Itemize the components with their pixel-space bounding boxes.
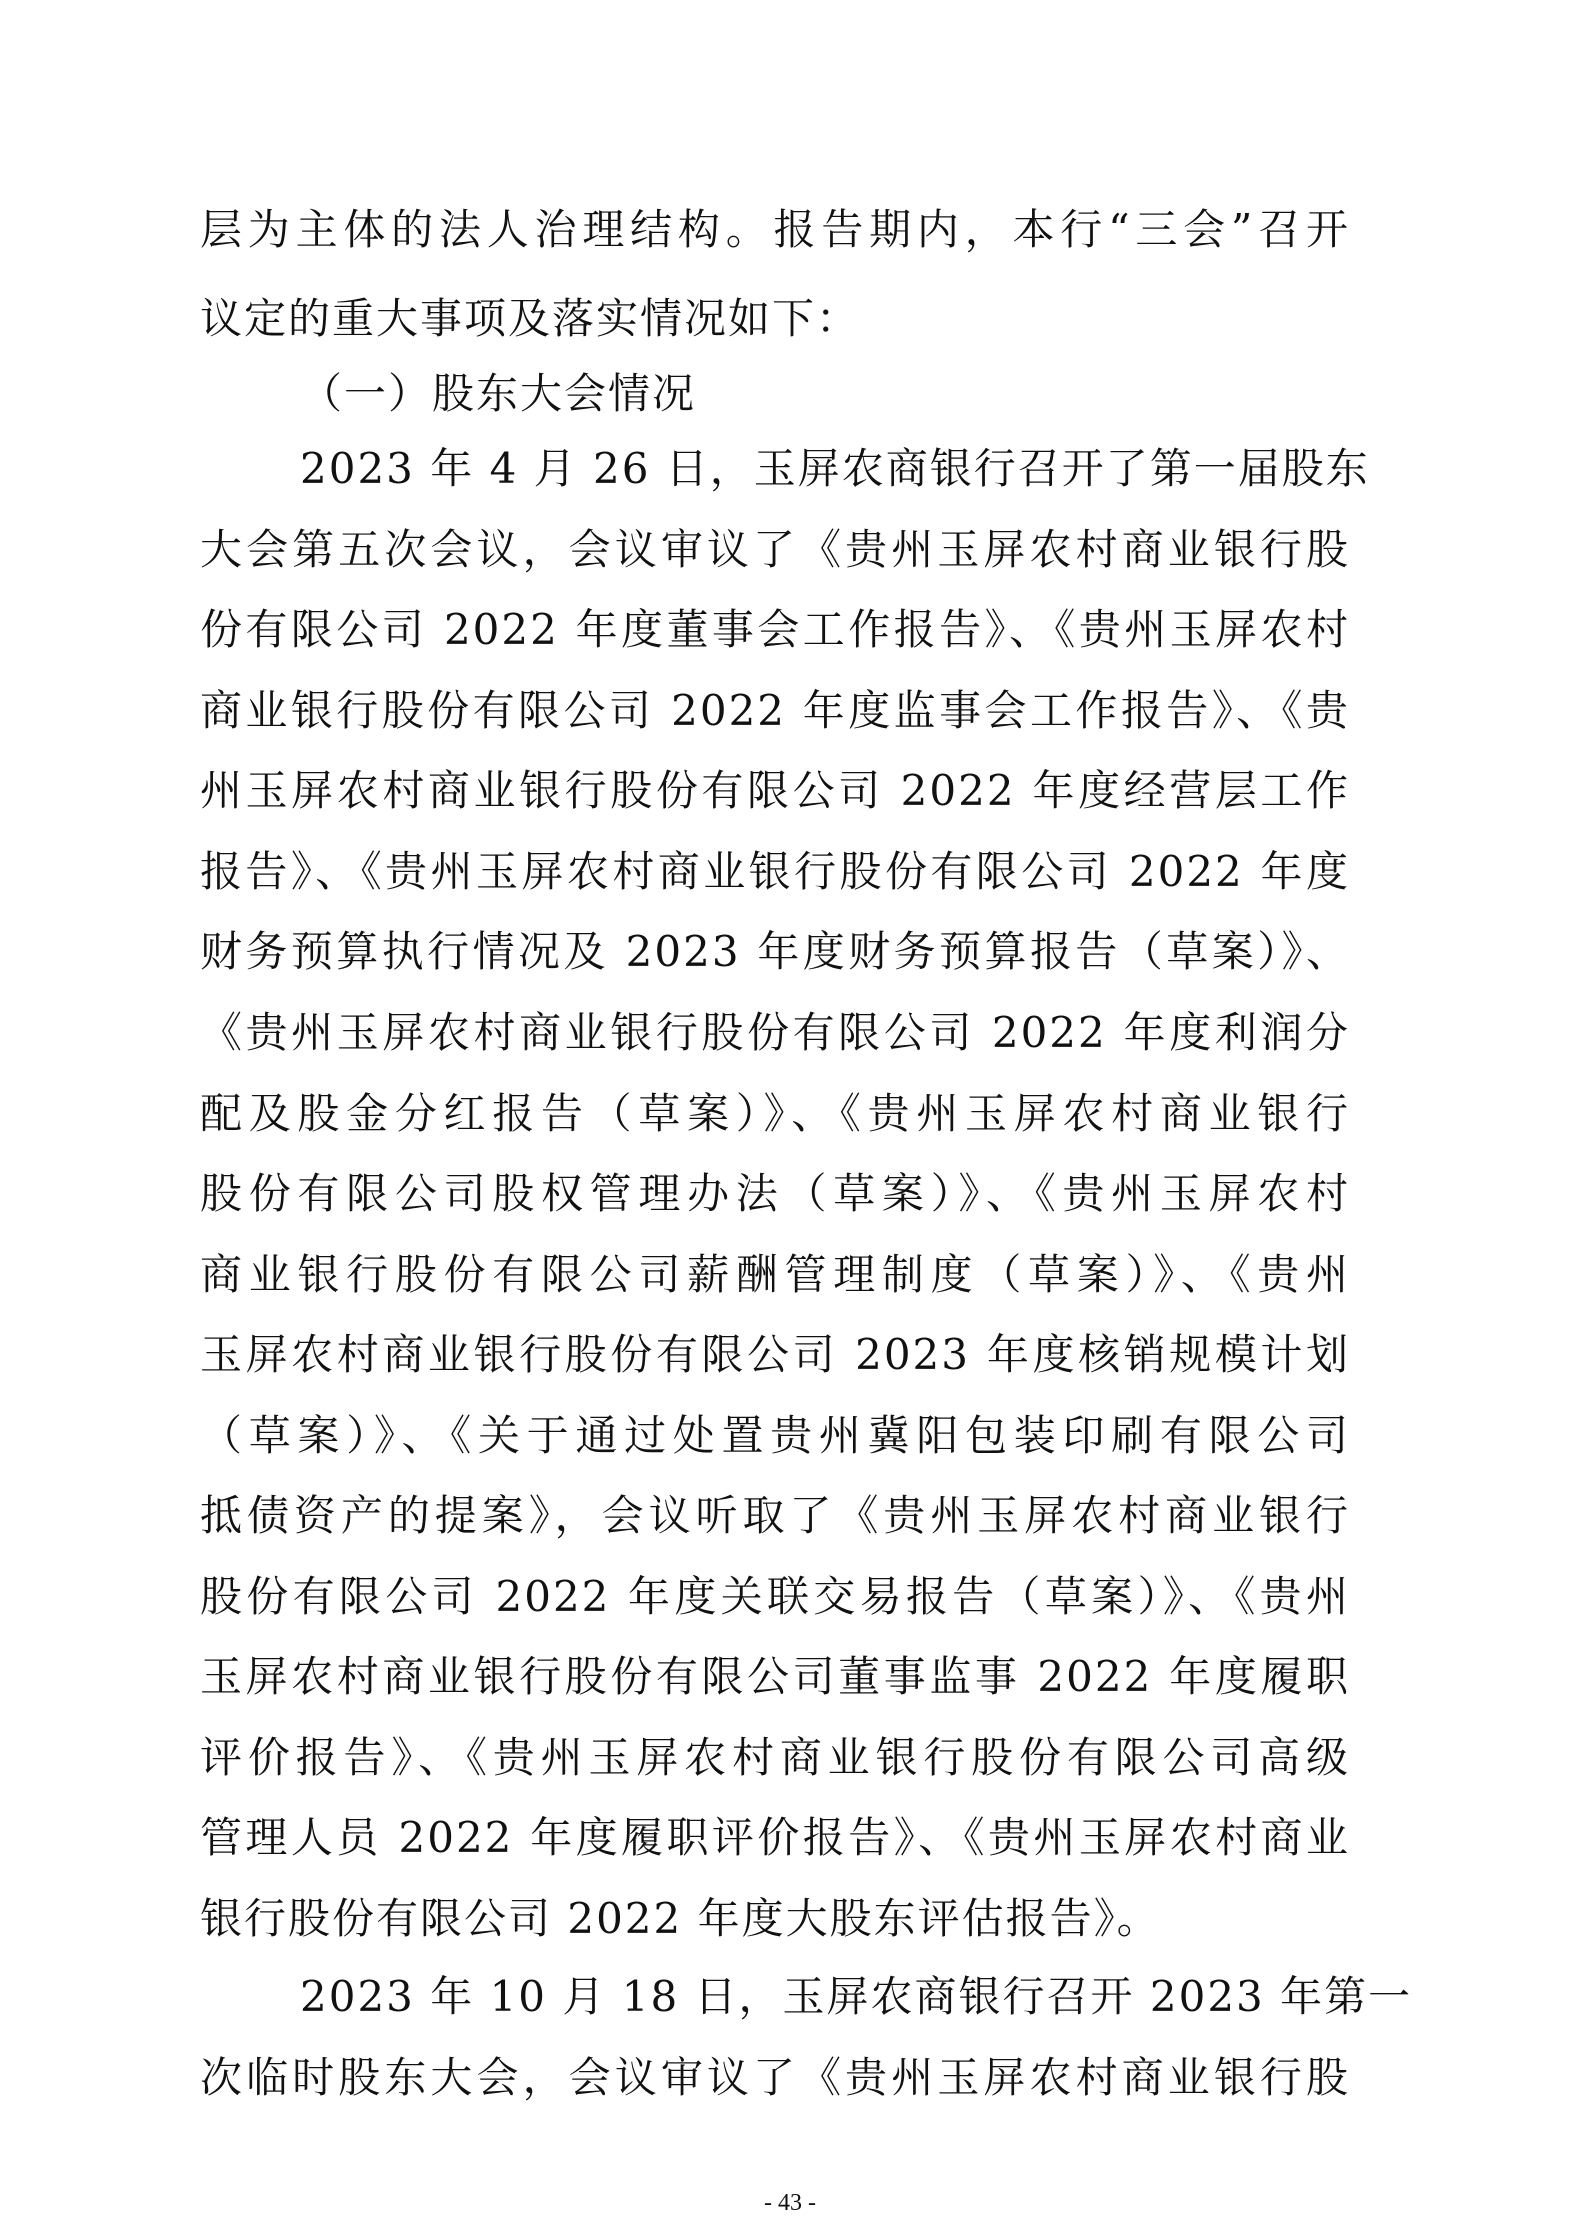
text-line: 议定的重大事项及落实情况如下： [200,294,861,343]
text-line: 玉屏农村商业银行股份有限公司董事监事 2022 年度履职 [200,1652,1350,1701]
text-line: 银行股份有限公司 2022 年度大股东评估报告》。 [200,1894,1161,1943]
text-line: 2023 年 4 月 26 日，玉屏农商银行召开了第一届股东 [300,444,1370,493]
text-line: 评价报告》、《贵州玉屏农村商业银行股份有限公司高级 [200,1733,1350,1782]
text-line: 管理人员 2022 年度履职评价报告》、《贵州玉屏农村商业 [200,1813,1350,1862]
text-line: 份有限公司 2022 年度董事会工作报告》、《贵州玉屏农村 [200,605,1350,654]
text-line: 抵债资产的提案》，会议听取了《贵州玉屏农村商业银行 [200,1491,1350,1540]
text-line: 玉屏农村商业银行股份有限公司 2023 年度核销规模计划 [200,1330,1350,1379]
text-line: 州玉屏农村商业银行股份有限公司 2022 年度经营层工作 [200,766,1350,815]
text-line: 商业银行股份有限公司薪酬管理制度（草案）》、《贵州 [200,1250,1350,1299]
page-number: - 43 - [764,2190,816,2216]
text-line: 大会第五次会议，会议审议了《贵州玉屏农村商业银行股 [200,525,1350,574]
text-line: （草案）》、《关于通过处置贵州冀阳包装印刷有限公司 [200,1411,1350,1460]
text-line: 层为主体的法人治理结构。报告期内，本行“三会”召开 [200,205,1350,254]
text-line: 配及股金分红报告（草案）》、《贵州玉屏农村商业银行 [200,1089,1350,1138]
text-line: 股份有限公司 2022 年度关联交易报告（草案）》、《贵州 [200,1572,1350,1621]
text-line: 报告》、《贵州玉屏农村商业银行股份有限公司 2022 年度 [200,847,1350,896]
text-line: 2023 年 10 月 18 日，玉屏农商银行召开 2023 年第一 [300,1972,1413,2021]
text-line: 次临时股东大会，会议审议了《贵州玉屏农村商业银行股 [200,2053,1350,2102]
section-heading: （一）股东大会情况 [300,369,697,418]
text-line: 商业银行股份有限公司 2022 年度监事会工作报告》、《贵 [200,686,1350,735]
text-line: 财务预算执行情况及 2023 年度财务预算报告（草案）》、 [200,927,1350,976]
text-line: 股份有限公司股权管理办法（草案）》、《贵州玉屏农村 [200,1169,1350,1218]
text-line: 《贵州玉屏农村商业银行股份有限公司 2022 年度利润分 [200,1008,1350,1057]
